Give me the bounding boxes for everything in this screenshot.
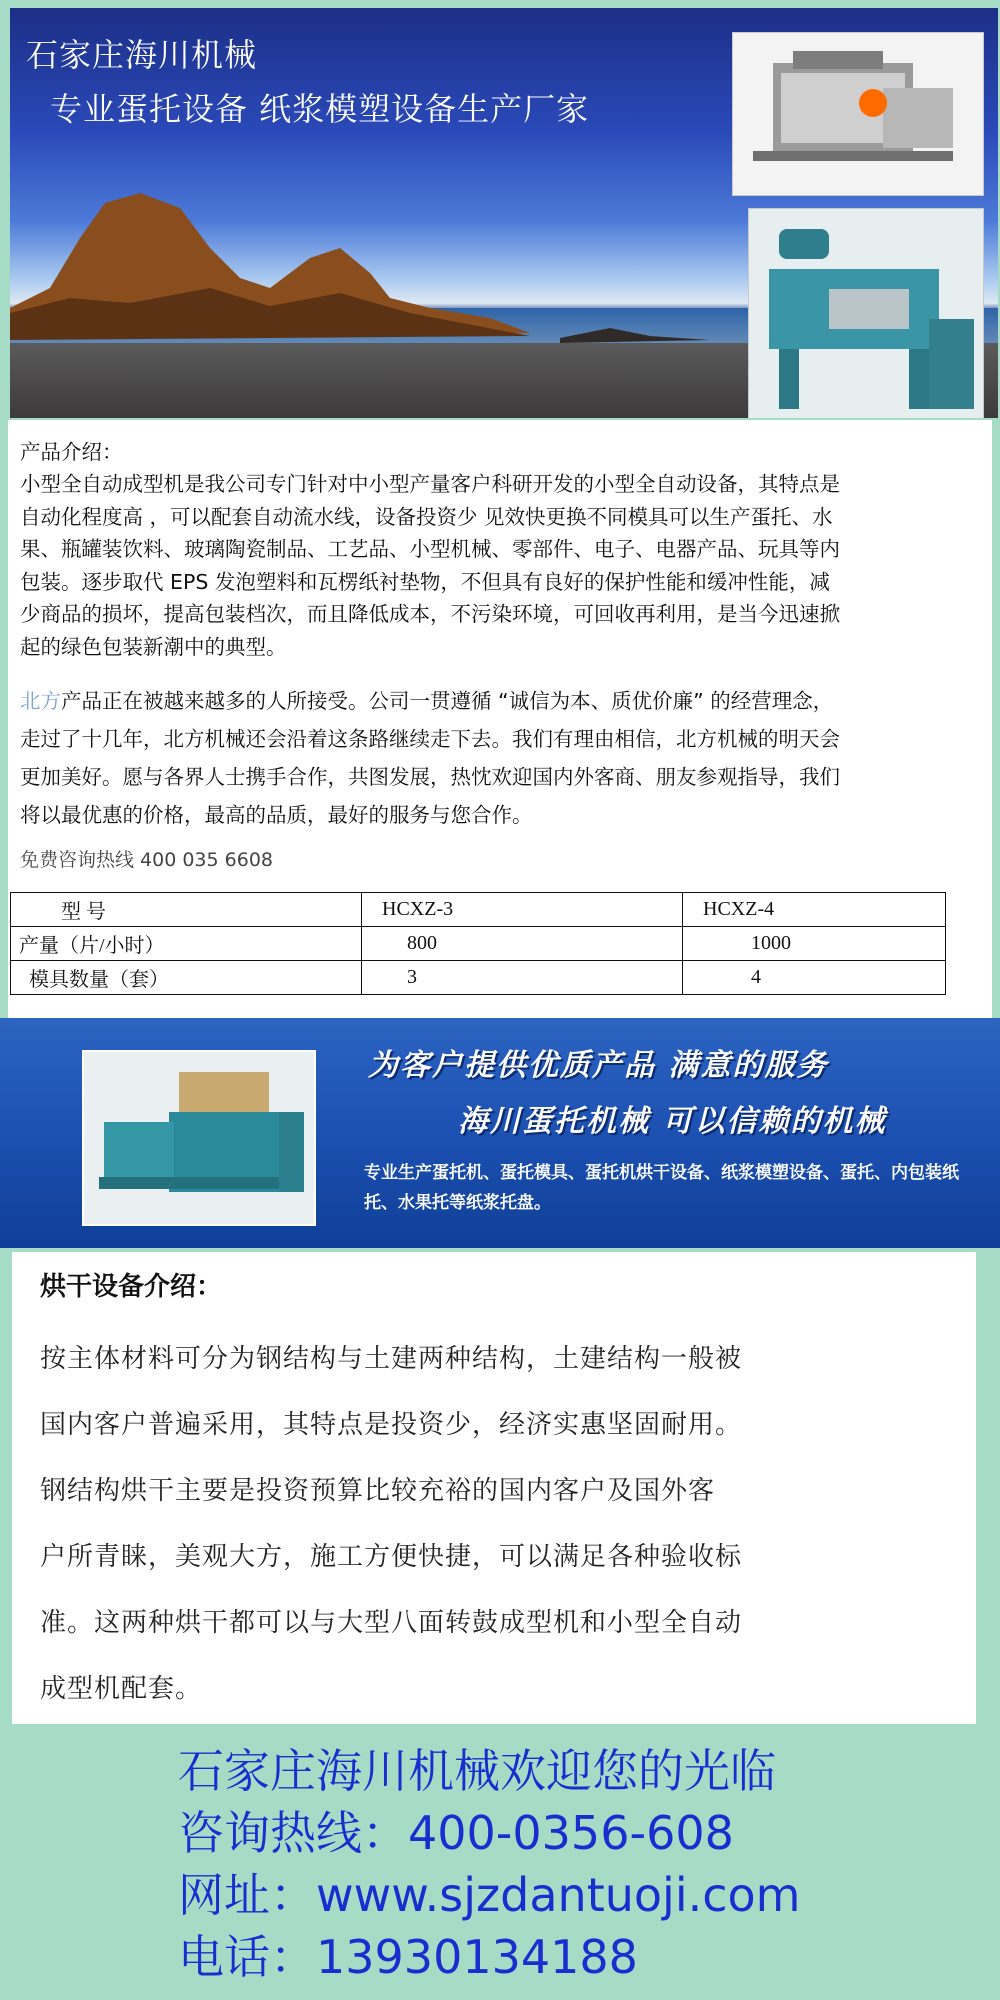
machine-photo-bottom: [748, 208, 984, 418]
intro-line-text: 产品正在被越来越多的人所接受。公司一贯遵循 “诚信为本、质优价廉” 的经营理念，: [61, 689, 834, 713]
intro-line: 小型全自动成型机是我公司专门针对中小型产量客户科研开发的小型全自动设备，其特点是: [20, 472, 840, 496]
table-cell: 800: [362, 927, 683, 961]
intro-line: 少商品的损坏，提高包装档次，而且降低成本，不污染环境，可回收再利用，是当今迅速掀: [20, 602, 840, 626]
intro-line: 起的绿色包装新潮中的典型。: [20, 634, 287, 659]
intro-line: 走过了十几年，北方机械还会沿着这条路继续走下去。我们有理由相信，北方机械的明天会: [20, 727, 840, 751]
drying-section: [12, 1252, 976, 1724]
intro-line: 果、瓶罐装饮料、玻璃陶瓷制品、工艺品、小型机械、零部件、电子、电器产品、玩具等内: [20, 537, 840, 561]
cliff-illustration: [10, 178, 770, 378]
website-link[interactable]: 网址：www.sjzdantuoji.com: [178, 1868, 801, 1922]
intro-label: 产品介绍：: [20, 440, 123, 464]
drying-heading: 烘干设备介绍：: [40, 1272, 223, 1302]
table-cell: HCXZ-4: [683, 893, 946, 927]
machine-photo-top: [732, 32, 984, 196]
table-row: [11, 927, 946, 961]
company-name: 石家庄海川机械: [26, 36, 258, 74]
intro-line: 包装。逐步取代 EPS 发泡塑料和瓦楞纸衬垫物，不但具有良好的保护性能和缓冲性能，减: [20, 569, 830, 594]
intro-line: 自动化程度高 ，可以配套自动流水线，设备投资少 见效快更换不同模具可以生产蛋托、水: [20, 504, 833, 529]
table-cell: HCXZ-3: [362, 893, 683, 927]
table-row: [11, 961, 946, 995]
table-cell: 4: [683, 961, 946, 995]
free-hotline: 免费咨询热线 400 035 6608: [20, 849, 274, 871]
phone-text[interactable]: 电话：13930134188: [178, 1930, 638, 1984]
drying-line: 准。这两种烘干都可以与大型八面转鼓成型机和小型全自动: [40, 1608, 743, 1638]
drying-line: 成型机配套。: [40, 1674, 203, 1704]
table-cell: 3: [362, 961, 683, 995]
table-cell: 产量（片/小时）: [11, 927, 362, 961]
promo-machine-photo: [82, 1050, 316, 1226]
highlight-word: 北方: [20, 689, 61, 713]
intro-paragraph-2: [20, 682, 840, 834]
table-cell: 型 号: [11, 893, 362, 927]
drying-line: 钢结构烘干主要是投资预算比较充裕的国内客户及国外客: [40, 1476, 716, 1506]
table-cell: 模具数量（套）: [11, 961, 362, 995]
header-banner: [10, 8, 998, 418]
drying-body: [40, 1326, 960, 1722]
promo-band: [0, 1018, 1000, 1248]
intro-paragraph-1: [20, 468, 840, 663]
intro-line: [20, 682, 840, 720]
hotline-text[interactable]: 咨询热线：400-0356-608: [178, 1806, 734, 1860]
intro-line: 将以最优惠的价格，最高的品质，最好的服务与您合作。: [20, 803, 533, 827]
drying-line: 国内客户普遍采用，其特点是投资少，经济实惠坚固耐用。: [40, 1410, 743, 1440]
company-tagline: 专业蛋托设备 纸浆模塑设备生产厂家: [50, 90, 590, 128]
table-cell: 1000: [683, 927, 946, 961]
product-intro-section: [8, 420, 992, 1020]
table-row: [11, 893, 946, 927]
spec-table: [10, 892, 946, 995]
band-description: 专业生产蛋托机、蛋托模具、蛋托机烘干设备、纸浆模塑设备、蛋托、内包装纸托、水果托等纸浆托盘。: [364, 1163, 959, 1213]
intro-line: 更加美好。愿与各界人士携手合作，共图发展，热忱欢迎国内外客商、朋友参观指导，我们: [20, 765, 840, 789]
drying-line: 按主体材料可分为钢结构与土建两种结构，土建结构一般被: [40, 1344, 743, 1374]
band-slogan-2: 海川蛋托机械 可以信赖的机械: [458, 1104, 887, 1139]
band-slogan-1: 为客户提供优质产品 满意的服务: [368, 1048, 829, 1083]
drying-line: 户所青睐，美观大方，施工方便快捷，可以满足各种验收标: [40, 1542, 743, 1572]
welcome-text: 石家庄海川机械欢迎您的光临: [178, 1744, 776, 1798]
contact-footer: [178, 1740, 800, 1988]
